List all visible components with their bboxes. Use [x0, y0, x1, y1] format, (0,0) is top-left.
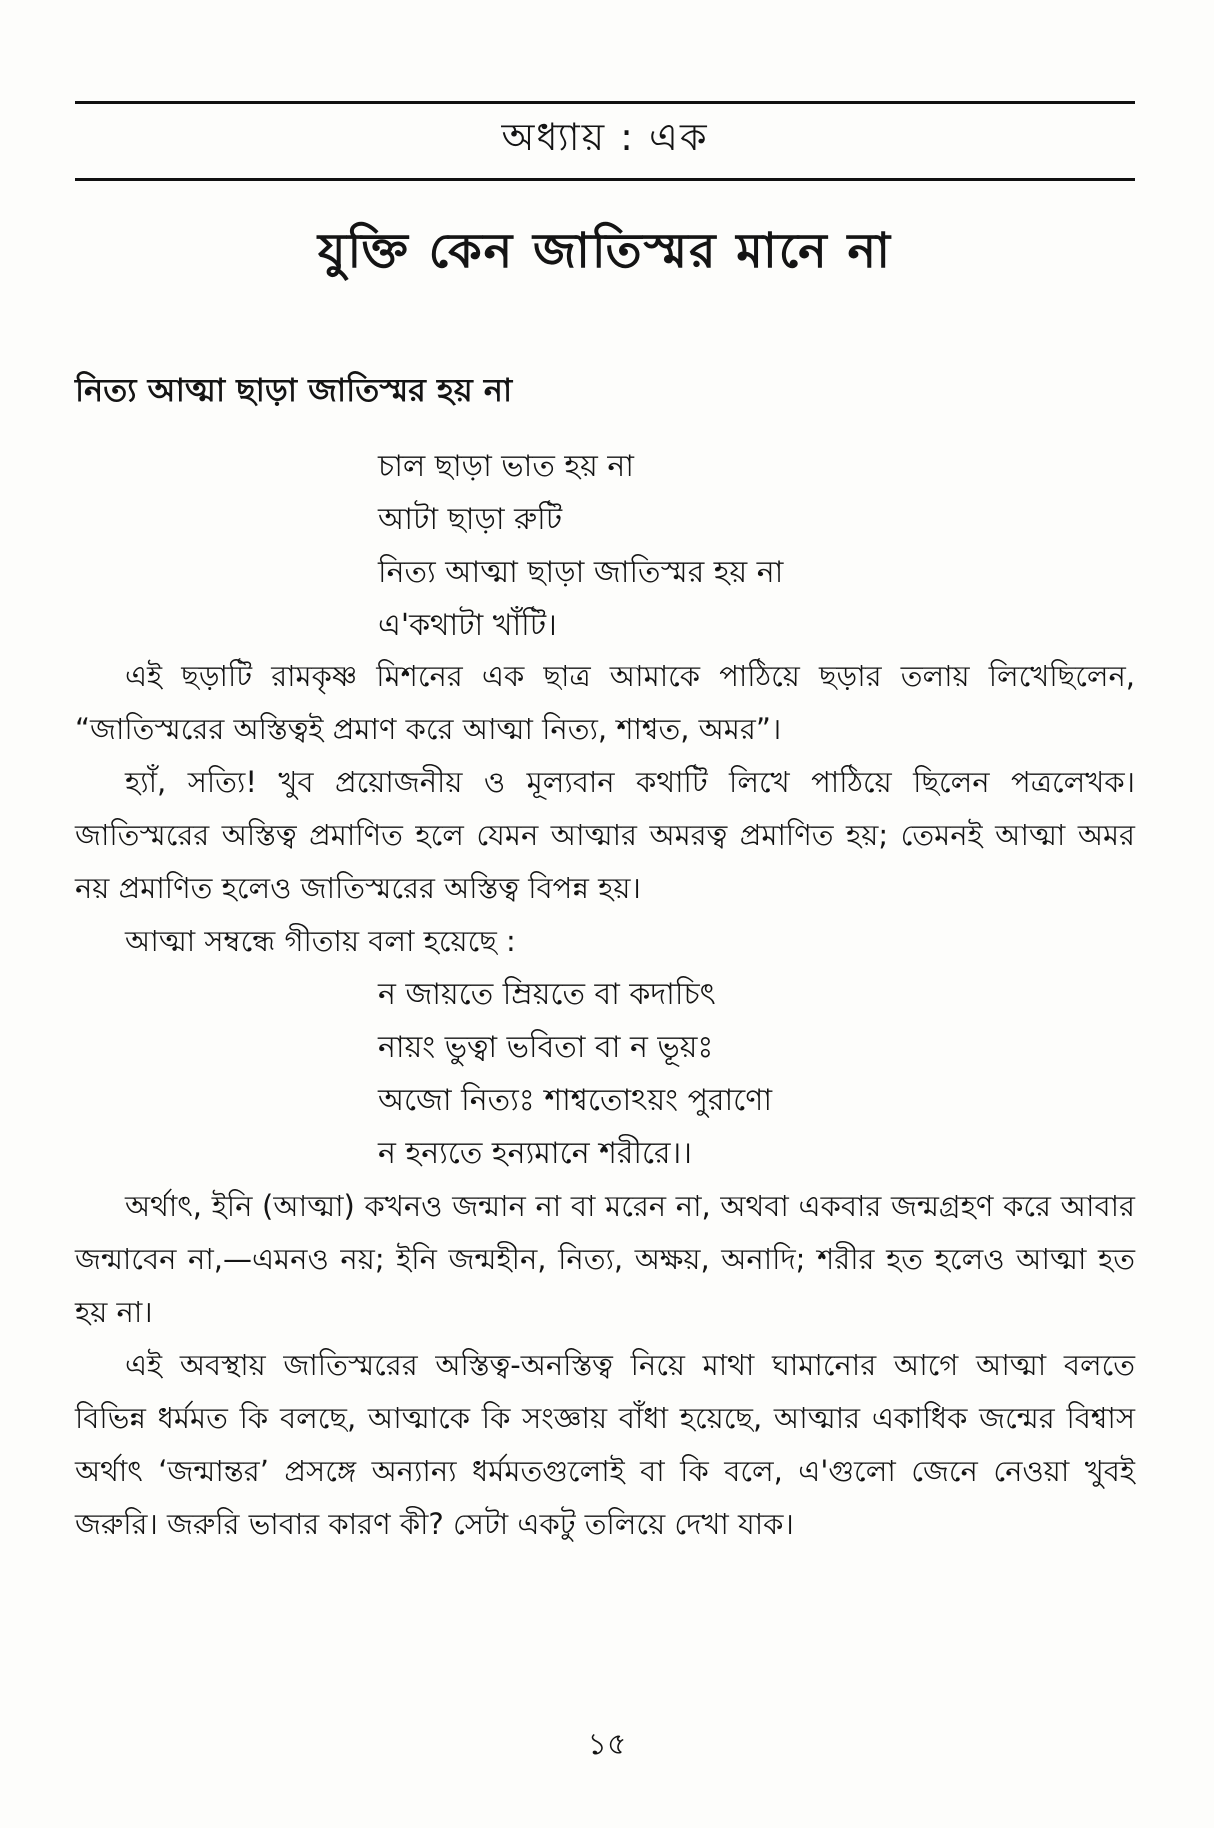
chapter-label: অধ্যায় : এক [501, 115, 709, 159]
rhyme-verse [378, 440, 783, 652]
paragraph: আত্মা সম্বন্ধে গীতায় বলা হয়েছে : [125, 924, 516, 958]
verse-line: নিত্য আত্মা ছাড়া জাতিস্মর হয় না [378, 555, 784, 590]
page-number: ১৫ [587, 1727, 627, 1762]
chapter-title: যুক্তি কেন জাতিস্মর মানে না [317, 223, 893, 279]
section-heading: নিত্য আত্মা ছাড়া জাতিস্মর হয় না [75, 371, 513, 409]
chapter-bottom-rule [75, 178, 1135, 181]
body-text-block-1 [75, 650, 1135, 968]
paragraph: এই অবস্থায় জাতিস্মরের অস্তিত্ব-অনস্তিত্ব নিয়ে মাথা ঘামানোর আগে আত্মা বলতে বিভিন্ন ধর্মমত কি বলছে, আত্মাকে কি সংজ্ঞায় বাঁধা হয়েছে, আত্মার একাধিক জন্মের বিশ্বাস অর্থাৎ ‘জন্মান্তর’ প্রসঙ্গে অন্যান্য ধর্মমতগুলোই বা কি বলে, এ'গুলো জেনে নেওয়া খুবই জরুরি। জরুরি ভাবার কারণ কী? সেটা একটু তলিয়ে দেখা যাক। [75, 1348, 1135, 1541]
body-text-block-2 [75, 1180, 1135, 1551]
verse-line: অজো নিত্যঃ শাশ্বতোঽয়ং পুরাণো [378, 1083, 773, 1118]
verse-line: ন জায়তে ম্রিয়তে বা কদাচিৎ [378, 977, 716, 1012]
verse-line: ন হন্যতে হন্যমানে শরীরে।। [378, 1136, 692, 1171]
verse-line: এ'কথাটা খাঁটি। [378, 608, 557, 643]
verse-line: চাল ছাড়া ভাত হয় না [378, 449, 634, 484]
paragraph: এই ছড়াটি রামকৃষ্ণ মিশনের এক ছাত্র আমাকে পাঠিয়ে ছড়ার তলায় লিখেছিলেন, “জাতিস্মরের অস্তিত্বই প্রমাণ করে আত্মা নিত্য, শাশ্বত, অমর”। [75, 659, 1135, 746]
paragraph: হ্যাঁ, সত্যি! খুব প্রয়োজনীয় ও মূল্যবান কথাটি লিখে পাঠিয়ে ছিলেন পত্রলেখক। জাতিস্মরের অস্তিত্ব প্রমাণিত হলে যেমন আত্মার অমরত্ব প্রমাণিত হয়; তেমনই আত্মা অমর নয় প্রমাণিত হলেও জাতিস্মরের অস্তিত্ব বিপন্ন হয়। [75, 765, 1135, 905]
gita-verse [378, 968, 772, 1180]
paragraph: অর্থাৎ, ইনি (আত্মা) কখনও জন্মান না বা মরেন না, অথবা একবার জন্মগ্রহণ করে আবার জন্মাবেন না,—এমনও নয়; ইনি জন্মহীন, নিত্য, অক্ষয়, অনাদি; শরীর হত হলেও আত্মা হত হয় না। [75, 1189, 1135, 1329]
verse-line: নায়ং ভুত্বা ভবিতা বা ন ভূয়ঃ [378, 1030, 714, 1065]
top-rule [75, 101, 1135, 104]
verse-line: আটা ছাড়া রুটি [378, 502, 563, 537]
